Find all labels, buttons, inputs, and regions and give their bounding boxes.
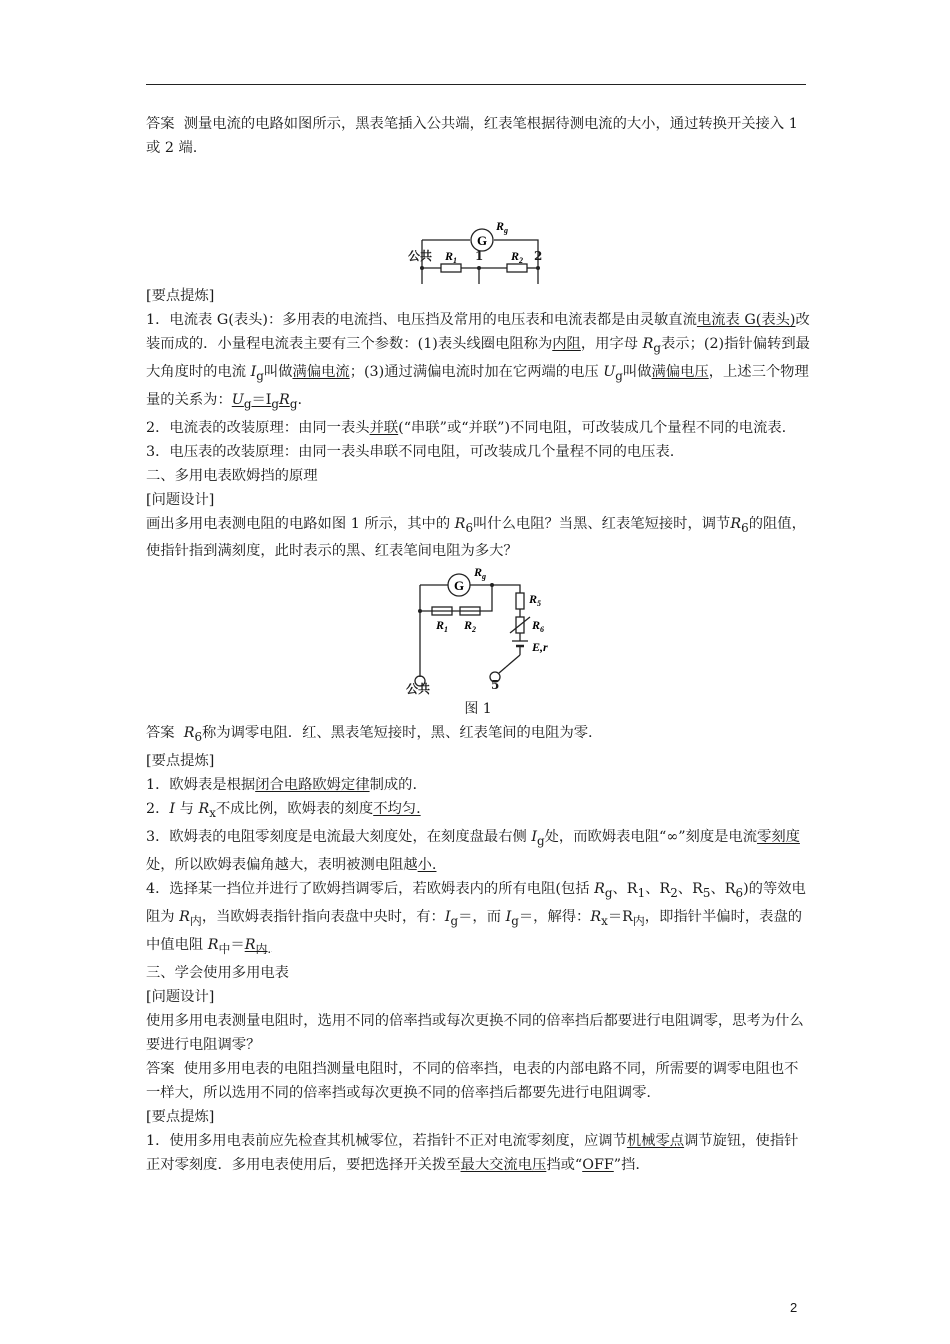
label-common: 公共 <box>408 249 433 263</box>
answer-2: 答案 $R_6$称为调零电阻．红、黑表笔短接时，黑、红表笔间的电阻为零. <box>146 725 593 745</box>
junction-dot <box>418 609 422 613</box>
r1-label: $R_1$ <box>436 618 449 635</box>
r2-label: $R_2$ <box>511 249 524 265</box>
r5-label: $R_5$ <box>529 592 542 609</box>
key2-point-2: 2．I 与 $R_x$不成比例，欧姆表的刻度不均匀. <box>146 801 421 821</box>
rheostat-arrow <box>510 617 530 633</box>
label-terminal-5: 5 <box>491 678 500 693</box>
figure-1-caption: 图 1 <box>464 701 492 718</box>
key2-point-3: 3．欧姆表的电阻零刻度是电流最大刻度处，在刻度盘最右侧 $I_g$处，而欧姆表电阻“∞”刻度是电流零刻度处，所以欧姆表偏角越大，表明被测电阻越小. <box>146 829 800 874</box>
r2-label: $R_2$ <box>464 618 477 635</box>
key1-point-3: 3．电压表的改装原理：由同一表头串联不同电阻，可改装成几个量程不同的电压表. <box>146 443 675 460</box>
wire <box>470 585 520 593</box>
answer-1 <box>146 112 810 160</box>
section-2-question: 画出多用电表测电阻的电路如图 1 所示，其中的 $R_6$叫什么电阻？当黑、红表笔短接时，调节$R_6$的阻值，使指针指到满刻度，此时表示的黑、红表笔间电阻为多大？ <box>146 515 806 560</box>
emf-label: E,r <box>532 640 548 655</box>
wire <box>499 667 506 673</box>
answer-3: 答案 使用多用电表的电阻挡测量电阻时，不同的倍率挡，电表的内部电路不同，所需要的调零电阻也不一样大，所以选用不同的倍率挡或每次更换不同的倍率挡后都要先进行电阻调零. <box>146 1060 799 1101</box>
label-terminal-1: 1 <box>475 249 484 263</box>
key1-point-1: 1．电流表 G(表头)：多用表的电流挡、电压挡及常用的电压表和电流表都是由灵敏直流电流表 G(表头)改装而成的．小量程电流表主要有三个参数：(1)表头线圈电阻称为内阻，用字母 $R_g$表示；(2)指针偏转到最大角度时的电流 $I_g$叫做满偏电流；(3)通过满偏电流时加在它两端的电压 $U_g$叫做满偏电压，上述三个物理量的关系为：$U_g=I_gR_g$. <box>146 312 810 411</box>
answer-text: 测量电流的电路如图所示，黑表笔插入公共端，红表笔根据待测电流的大小，通过转换开关接入 1 或 2 端. <box>146 116 798 156</box>
r6-label: $R_6$ <box>532 618 545 635</box>
key-points-heading-1: [要点提炼] <box>146 288 215 304</box>
section-3-title: 三、学会使用多用电表 <box>146 964 289 981</box>
section-2-title: 二、多用电表欧姆挡的原理 <box>146 467 318 484</box>
key-points-heading-3: [要点提炼] <box>146 1108 215 1125</box>
label-terminal-2: 2 <box>534 249 543 263</box>
resistor-r2 <box>507 264 527 272</box>
key2-point-1: 1．欧姆表是根据闭合电路欧姆定律制成的. <box>146 777 417 794</box>
problem-design-heading-2: [问题设计] <box>146 491 215 508</box>
page-content <box>146 112 810 1177</box>
section-3-question: 使用多用电表测量电阻时，选用不同的倍率挡或每次更换不同的倍率挡后都要进行电阻调零，思考为什么要进行电阻调零？ <box>146 1012 804 1053</box>
key-points-heading-2: [要点提炼] <box>146 753 215 770</box>
rg-label: $R_g$ <box>496 219 509 235</box>
r1-label: $R_1$ <box>445 249 458 265</box>
rg-label: $R_g$ <box>474 567 487 582</box>
header-rule <box>146 84 806 85</box>
resistor-r5 <box>516 593 524 609</box>
figure-ohmmeter-circuit <box>146 567 810 689</box>
ohmmeter-circuit-diagram <box>146 567 810 689</box>
key3-point-1: 1．使用多用电表前应先检查其机械零位，若指针不正对电流零刻度，应调节机械零点调节旋钮，使指针正对零刻度．多用电表使用后，要把选择开关拨至最大交流电压挡或“OFF”挡. <box>146 1132 799 1173</box>
problem-design-heading-3: [问题设计] <box>146 988 215 1005</box>
label-common: 公共 <box>406 682 431 697</box>
galvanometer-label: G <box>477 233 488 248</box>
galvanometer-label: G <box>454 578 465 594</box>
junction-dot <box>490 583 494 587</box>
switch-arm <box>506 655 520 667</box>
resistor-r1 <box>441 264 461 272</box>
key2-point-4: 4．选择某一挡位并进行了欧姆挡调零后，若欧姆表内的所有电阻(包括 $R_g$、$R_1$、$R_2$、$R_5$、$R_6$)的等效电阻为 $R_内$，当欧姆表指针指向表盘中央时，有：$I_g=$，而 $I_g=$，解得：$R_x=R_内$，即指针半偏时，表盘的中值电阻 $R_中=R_{内.}$ <box>146 881 806 956</box>
page-number: 2 <box>790 1300 798 1315</box>
key1-point-2: 2．电流表的改装原理：由同一表头并联(“串联”或“并联”)不同电阻，可改装成几个量程不同的电流表. <box>146 419 787 436</box>
answer-label: 答案 <box>146 116 175 132</box>
